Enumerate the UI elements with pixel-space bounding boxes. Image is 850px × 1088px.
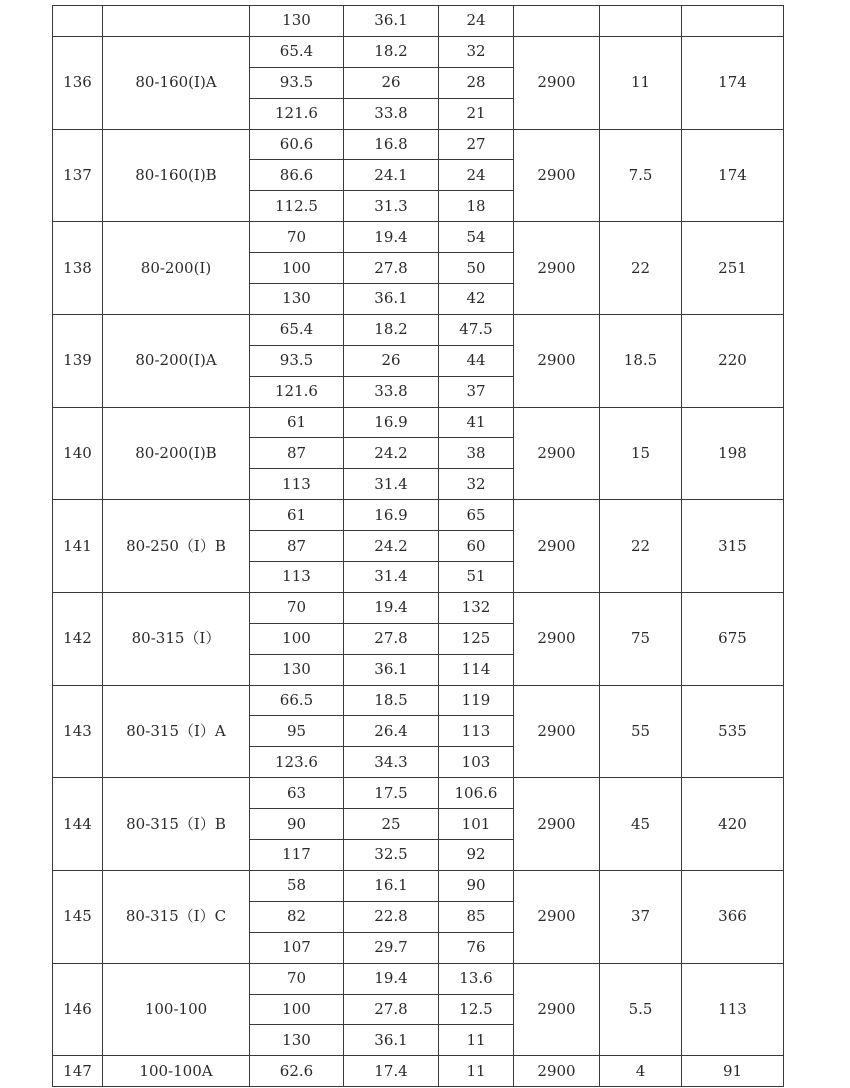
cell-flow-ls: 27.8 [344,994,439,1025]
cell-model: 80-160(I)B [103,129,250,222]
cell-flow-ls: 16.9 [344,500,439,531]
cell-speed: 2900 [514,314,600,407]
cell-weight: 198 [682,407,784,500]
cell-speed [514,6,600,37]
cell-flow-m3h: 121.6 [250,376,344,407]
cell-head: 90 [439,870,514,901]
cell-flow-ls: 16.9 [344,407,439,438]
cell-flow-ls: 19.4 [344,963,439,994]
cell-flow-m3h: 130 [250,654,344,685]
cell-power: 11 [600,36,682,129]
cell-flow-m3h: 130 [250,6,344,37]
cell-head: 42 [439,284,514,315]
cell-head: 27 [439,129,514,160]
cell-speed: 2900 [514,778,600,871]
cell-weight: 174 [682,129,784,222]
cell-no: 143 [53,685,103,778]
cell-flow-m3h: 95 [250,716,344,747]
cell-flow-ls: 26 [344,67,439,98]
cell-head: 113 [439,716,514,747]
cell-flow-ls: 19.4 [344,592,439,623]
cell-power: 5.5 [600,963,682,1056]
cell-flow-ls: 34.3 [344,747,439,778]
cell-speed: 2900 [514,500,600,593]
cell-head: 54 [439,222,514,253]
cell-no: 144 [53,778,103,871]
cell-head: 12.5 [439,994,514,1025]
cell-flow-m3h: 130 [250,1025,344,1056]
cell-flow-m3h: 113 [250,562,344,593]
table-row [53,314,784,345]
cell-model: 80-200(I)B [103,407,250,500]
cell-head: 11 [439,1056,514,1087]
cell-flow-m3h: 61 [250,407,344,438]
cell-head: 65 [439,500,514,531]
cell-flow-ls: 31.3 [344,191,439,222]
cell-head: 85 [439,901,514,932]
cell-flow-ls: 31.4 [344,562,439,593]
cell-head: 51 [439,562,514,593]
cell-flow-m3h: 112.5 [250,191,344,222]
cell-flow-ls: 22.8 [344,901,439,932]
cell-power: 37 [600,870,682,963]
cell-flow-m3h: 70 [250,222,344,253]
cell-power: 15 [600,407,682,500]
cell-head: 24 [439,6,514,37]
cell-model: 80-315（I）A [103,685,250,778]
cell-head: 28 [439,67,514,98]
cell-weight: 220 [682,314,784,407]
table-row [53,685,784,716]
cell-no: 137 [53,129,103,222]
cell-speed: 2900 [514,963,600,1056]
cell-weight: 251 [682,222,784,315]
cell-model: 80-250（I）B [103,500,250,593]
cell-flow-ls: 18.2 [344,314,439,345]
table-row [53,592,784,623]
cell-flow-m3h: 66.5 [250,685,344,716]
cell-no [53,6,103,37]
cell-flow-m3h: 58 [250,870,344,901]
cell-speed: 2900 [514,592,600,685]
cell-head: 37 [439,376,514,407]
cell-model: 80-200(I) [103,222,250,315]
cell-weight [682,6,784,37]
cell-head: 92 [439,840,514,871]
cell-flow-ls: 19.4 [344,222,439,253]
cell-head: 101 [439,809,514,840]
cell-flow-ls: 36.1 [344,284,439,315]
cell-flow-m3h: 86.6 [250,160,344,191]
table-row [53,129,784,160]
cell-weight: 91 [682,1056,784,1087]
cell-head: 106.6 [439,778,514,809]
cell-flow-m3h: 93.5 [250,67,344,98]
cell-flow-ls: 24.1 [344,160,439,191]
cell-head: 32 [439,36,514,67]
cell-head: 13.6 [439,963,514,994]
cell-head: 38 [439,438,514,469]
cell-power: 75 [600,592,682,685]
cell-flow-m3h: 70 [250,963,344,994]
cell-head: 50 [439,253,514,284]
cell-weight: 535 [682,685,784,778]
cell-speed: 2900 [514,407,600,500]
cell-head: 125 [439,623,514,654]
cell-flow-m3h: 90 [250,809,344,840]
cell-model: 100-100 [103,963,250,1056]
table-row [53,36,784,67]
cell-flow-m3h: 123.6 [250,747,344,778]
cell-flow-ls: 36.1 [344,654,439,685]
cell-model: 80-315（I）B [103,778,250,871]
cell-power: 7.5 [600,129,682,222]
cell-no: 136 [53,36,103,129]
cell-power: 4 [600,1056,682,1087]
cell-no: 145 [53,870,103,963]
cell-head: 60 [439,531,514,562]
cell-flow-m3h: 121.6 [250,98,344,129]
cell-flow-ls: 33.8 [344,376,439,407]
cell-speed: 2900 [514,685,600,778]
cell-power: 45 [600,778,682,871]
table-row [53,870,784,901]
cell-speed: 2900 [514,222,600,315]
cell-flow-ls: 16.8 [344,129,439,160]
cell-no: 141 [53,500,103,593]
cell-weight: 420 [682,778,784,871]
cell-flow-m3h: 100 [250,253,344,284]
cell-flow-ls: 36.1 [344,6,439,37]
cell-head: 41 [439,407,514,438]
table-row [53,500,784,531]
cell-weight: 315 [682,500,784,593]
cell-flow-ls: 17.5 [344,778,439,809]
cell-weight: 366 [682,870,784,963]
cell-no: 142 [53,592,103,685]
cell-no: 147 [53,1056,103,1087]
cell-flow-m3h: 130 [250,284,344,315]
cell-flow-ls: 32.5 [344,840,439,871]
cell-no: 140 [53,407,103,500]
cell-flow-ls: 24.2 [344,531,439,562]
cell-head: 18 [439,191,514,222]
cell-flow-m3h: 65.4 [250,36,344,67]
cell-flow-ls: 16.1 [344,870,439,901]
cell-flow-m3h: 82 [250,901,344,932]
cell-model: 100-100A [103,1056,250,1087]
cell-flow-m3h: 93.5 [250,345,344,376]
cell-head: 103 [439,747,514,778]
cell-flow-ls: 18.2 [344,36,439,67]
cell-flow-m3h: 60.6 [250,129,344,160]
cell-flow-m3h: 70 [250,592,344,623]
cell-flow-ls: 31.4 [344,469,439,500]
cell-model [103,6,250,37]
cell-flow-ls: 27.8 [344,253,439,284]
cell-flow-m3h: 100 [250,994,344,1025]
cell-head: 32 [439,469,514,500]
cell-flow-ls: 18.5 [344,685,439,716]
table-row [53,1056,784,1087]
cell-weight: 675 [682,592,784,685]
cell-speed: 2900 [514,1056,600,1087]
cell-flow-ls: 27.8 [344,623,439,654]
cell-power [600,6,682,37]
cell-flow-m3h: 87 [250,438,344,469]
cell-flow-ls: 25 [344,809,439,840]
cell-head: 114 [439,654,514,685]
table-row [53,778,784,809]
cell-head: 21 [439,98,514,129]
cell-weight: 174 [682,36,784,129]
cell-speed: 2900 [514,129,600,222]
cell-power: 55 [600,685,682,778]
cell-power: 22 [600,222,682,315]
cell-model: 80-160(I)A [103,36,250,129]
cell-head: 119 [439,685,514,716]
cell-model: 80-315（I）C [103,870,250,963]
cell-head: 47.5 [439,314,514,345]
cell-head: 76 [439,932,514,963]
cell-head: 132 [439,592,514,623]
cell-flow-m3h: 100 [250,623,344,654]
cell-power: 22 [600,500,682,593]
cell-flow-m3h: 65.4 [250,314,344,345]
cell-power: 18.5 [600,314,682,407]
cell-flow-ls: 26 [344,345,439,376]
cell-head: 44 [439,345,514,376]
cell-flow-m3h: 117 [250,840,344,871]
cell-flow-m3h: 63 [250,778,344,809]
cell-speed: 2900 [514,36,600,129]
cell-no: 146 [53,963,103,1056]
cell-head: 24 [439,160,514,191]
table-row [53,222,784,253]
cell-model: 80-315（I） [103,592,250,685]
cell-flow-m3h: 61 [250,500,344,531]
table-row [53,963,784,994]
cell-model: 80-200(I)A [103,314,250,407]
cell-flow-ls: 17.4 [344,1056,439,1087]
cell-flow-ls: 24.2 [344,438,439,469]
cell-flow-m3h: 87 [250,531,344,562]
cell-flow-m3h: 62.6 [250,1056,344,1087]
table-row [53,407,784,438]
cell-no: 138 [53,222,103,315]
cell-flow-m3h: 113 [250,469,344,500]
cell-flow-ls: 29.7 [344,932,439,963]
cell-speed: 2900 [514,870,600,963]
cell-flow-ls: 26.4 [344,716,439,747]
table-row [53,6,784,37]
cell-head: 11 [439,1025,514,1056]
table-body [53,6,784,1087]
cell-flow-m3h: 107 [250,932,344,963]
cell-no: 139 [53,314,103,407]
pump-spec-table [52,5,784,1087]
cell-flow-ls: 36.1 [344,1025,439,1056]
cell-flow-ls: 33.8 [344,98,439,129]
cell-weight: 113 [682,963,784,1056]
